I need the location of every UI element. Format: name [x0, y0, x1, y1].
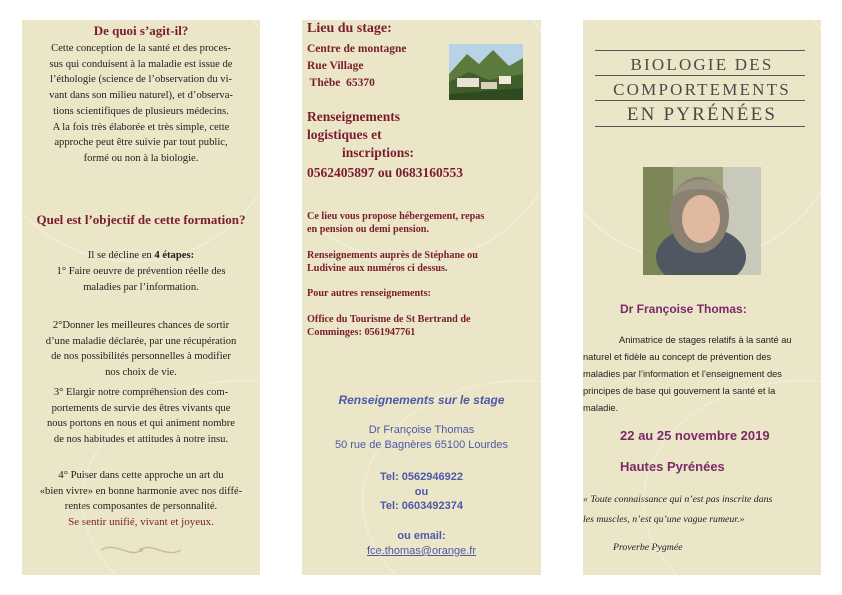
step-line: portements de survie des êtres vivants que: [51, 402, 231, 414]
lodging-line: en pension ou demi pension.: [307, 224, 430, 235]
doctor-bio: [583, 332, 821, 417]
contact-address: 50 rue de Bagnères 65100 Lourdes: [334, 439, 509, 451]
venue-line: Rue Village: [307, 60, 364, 72]
step-line: rentes composantes de personnalité.: [64, 501, 218, 513]
phone-or: ou: [414, 485, 429, 498]
doctor-name: Dr Françoise Thomas:: [620, 302, 747, 316]
quote: [583, 490, 821, 530]
lodging-info: [307, 210, 484, 236]
phone-2: Tel: 0603492374: [380, 500, 463, 512]
heading-what-is-it: De quoi s’agit-il?: [93, 23, 189, 38]
tourism-line: Comminges: 0561947761: [307, 327, 416, 338]
step-line: nous portons en nous et qui animent nombre: [46, 418, 235, 430]
bio-line: maladies par l’information et l’enseignement des: [583, 369, 782, 379]
step-1: [24, 264, 258, 295]
venue-title: Lieu du stage:: [307, 21, 392, 36]
logistics-line: logistiques et: [307, 127, 382, 142]
intro-line: A la fois très élaborée et très simple, cette: [52, 121, 230, 133]
steps-intro: [22, 248, 260, 264]
panel-left: [22, 20, 260, 575]
contact-staff-line: Renseignements auprès de Stéphane ou: [307, 250, 478, 261]
step-3: [24, 385, 258, 448]
title-rule-top: [595, 50, 805, 51]
quote-source: Proverbe Pygmée: [613, 542, 683, 553]
step-line: nos choix de vie.: [105, 367, 177, 379]
steps-intro-text: Il se décline en: [87, 250, 155, 261]
event-dates: 22 au 25 novembre 2019: [620, 428, 770, 443]
intro-line: formé ou non à la biologie.: [83, 152, 199, 164]
bio-line: naturel et fidèle au concept de prévention des: [583, 352, 772, 362]
intro-line: approche peut être suivie par tout public,: [54, 137, 228, 149]
venue-address: [307, 41, 406, 92]
step-line: 3° Elargir notre compréhension des com-: [53, 387, 229, 398]
stage-phones: [302, 470, 541, 514]
brochure-title: [583, 52, 821, 127]
closing-line: Se sentir unifié, vivant et joyeux.: [68, 516, 214, 528]
bio-line: maladie.: [583, 403, 619, 413]
venue-line: Centre de montagne: [307, 43, 407, 55]
bio-line: principes de base qui gouvernent la santé et la: [583, 386, 776, 396]
logistics-line: inscriptions:: [342, 145, 415, 160]
step-2: [24, 318, 258, 381]
contact-name: Dr Françoise Thomas: [368, 424, 475, 436]
logistics-line: Renseignements: [307, 109, 400, 124]
panel-middle: [302, 20, 541, 575]
stage-info-title: Renseignements sur le stage: [338, 393, 505, 407]
title-line: COMPORTEMENTS: [613, 80, 791, 99]
contact-staff-line: Ludivine aux numéros ci dessus.: [307, 263, 448, 274]
stage-contact: [302, 423, 541, 453]
step-line: «bien vivre» en bonne harmonie avec nos diffé-: [39, 485, 243, 497]
step-4: [24, 468, 258, 515]
logistics-heading: [307, 108, 537, 162]
phone-numbers: 0562405897 ou 0683160553: [307, 165, 464, 180]
step-line: d’une maladie déclarée, par une récupération: [45, 335, 237, 347]
portrait-photo: [643, 167, 761, 275]
intro-line: Cette conception de la santé et des proces-: [51, 43, 231, 54]
quote-line: « Toute connaissance qui n’est pas inscrite dans: [583, 494, 773, 505]
title-line: BIOLOGIE DES: [630, 55, 774, 74]
intro-line: vant dans son milieu naturel), et d’observa-: [49, 90, 233, 102]
steps-count: 4 étapes:: [154, 250, 195, 261]
bio-line: Animatrice de stages relatifs à la santé au: [619, 335, 792, 345]
quote-line: les muscles, n’est qu’une vague rumeur.»: [583, 514, 745, 525]
step-line: 2°Donner les meilleures chances de sortir: [52, 320, 230, 331]
intro-line: sus qui conduisent à la maladie est issue de: [49, 58, 233, 70]
step-line: de nos habitudes et attitudes à notre insu.: [53, 434, 229, 446]
step-line: 1° Faire oeuvre de prévention réelle des: [56, 266, 226, 277]
intro-text: [24, 41, 258, 167]
tourism-office: [307, 313, 471, 339]
step-line: de nos possibilités personnelles à modifier: [51, 351, 231, 363]
intro-line: l’éthologie (science de l’observation du vi-: [49, 74, 233, 86]
email-link[interactable]: fce.thomas@orange.fr: [367, 545, 476, 557]
contact-staff-info: [307, 249, 478, 275]
other-info-label: Pour autres renseignements:: [307, 288, 431, 299]
step-line: maladies par l’information.: [83, 281, 199, 293]
title-line: EN PYRÉNÉES: [626, 104, 778, 125]
panel-right: [583, 20, 821, 575]
ornament-flourish-icon: [96, 541, 186, 559]
event-region: Hautes Pyrénées: [620, 459, 725, 474]
mountain-village-photo: [449, 44, 523, 100]
intro-line: tions scientifiques de plusieurs médecins.: [53, 105, 229, 117]
venue-line: Thèbe 65370: [307, 77, 375, 89]
email-label: ou email:: [397, 530, 446, 542]
heading-objective: Quel est l’objectif de cette formation?: [36, 212, 246, 227]
tourism-line: Office du Tourisme de St Bertrand de: [307, 314, 471, 325]
lodging-line: Ce lieu vous propose hébergement, repas: [307, 211, 485, 222]
step-line: 4° Puiser dans cette approche un art du: [58, 470, 224, 481]
phone-1: Tel: 0562946922: [380, 471, 463, 483]
